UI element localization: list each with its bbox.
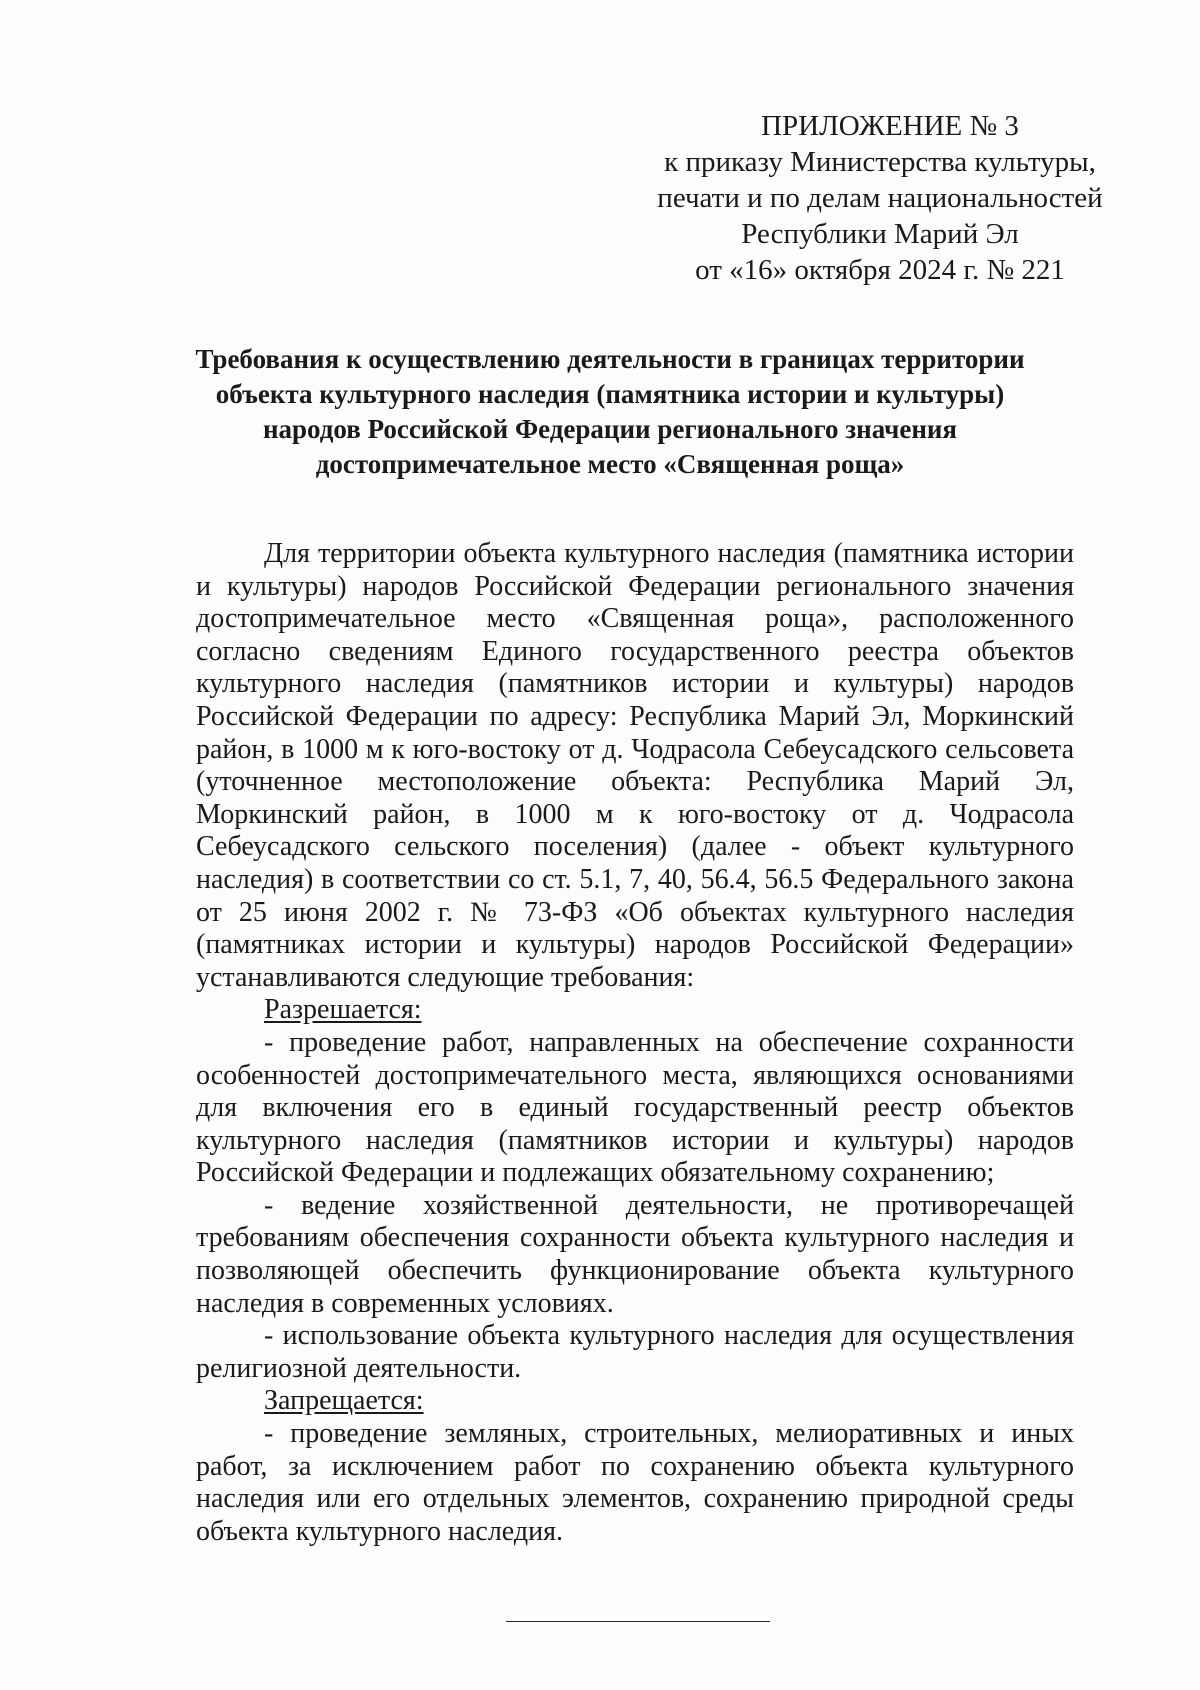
forbidden-heading: Запрещается: (264, 1385, 424, 1417)
allowed-item: - использование объекта культурного наследия для осуществления религиозной деятельности. (196, 1320, 1074, 1384)
appendix-date: от «16» октября 2024 г. № 221 (695, 254, 1065, 286)
appendix-number: ПРИЛОЖЕНИЕ № 3 (761, 110, 1019, 142)
document-body (196, 538, 1074, 1548)
title-line: достопримечательное место «Священная роща» (315, 449, 905, 479)
appendix-block (600, 108, 1160, 288)
appendix-order-ref: к приказу Министерства культуры, (664, 146, 1096, 178)
allowed-heading: Разрешается: (264, 994, 422, 1026)
forbidden-item: - проведение земляных, строительных, мелиоративных и иных работ, за исключением работ по сохранению объекта культурного наследия или его отдельных элементов, сохранению природной среды объекта культурного наследия. (196, 1418, 1074, 1547)
document-title (150, 342, 1070, 482)
allowed-item: - проведение работ, направленных на обеспечение сохранности особенностей достопримечательного места, являющихся основаниями для включения его в единый государственный реестр объектов культурного наследия (памятников истории и культуры) народов Российской Федерации и подлежащих обязательному сохранению; (196, 1026, 1074, 1189)
appendix-ministry: печати и по делам национальностей (657, 182, 1103, 214)
intro-paragraph: Для территории объекта культурного наследия (памятника истории и культуры) народов Российской Федерации регионального значения достопримечательное место «Священная роща», расположенного согласно сведениям Единого государственного реестра объектов культурного наследия (памятников истории и культуры) народов Российской Федерации по адресу: Республика Марий Эл, Моркинский район, в 1000 м к юго-востоку от д. Чодрасола Себеусадского сельсовета (уточненное местоположение объекта: Республика Марий Эл, Моркинский район, в 1000 м к юго-востоку от д. Чодрасола Себеусадского сельского поселения) (далее - объект культурного наследия) в соответствии со ст. 5.1, 7, 40, 56.4, 56.5 Федерального закона от 25 июня 2002 г. № 73-ФЗ «Об объектах культурного наследия (памятниках истории и культуры) народов Российской Федерации» устанавливаются следующие требования: (196, 538, 1074, 993)
allowed-item: - ведение хозяйственной деятельности, не противоречащей требованиям обеспечения сохранности объекта культурного наследия и позволяющей обеспечить функционирование объекта культурного наследия в современных условиях. (196, 1189, 1074, 1319)
title-line: народов Российской Федерации регионального значения (262, 414, 958, 444)
closing-divider (506, 1621, 770, 1622)
title-line: Требования к осуществлению деятельности в границах территории (195, 344, 1025, 374)
title-line: объекта культурного наследия (памятника истории и культуры) (215, 379, 1005, 409)
appendix-republic: Республики Марий Эл (741, 218, 1019, 250)
